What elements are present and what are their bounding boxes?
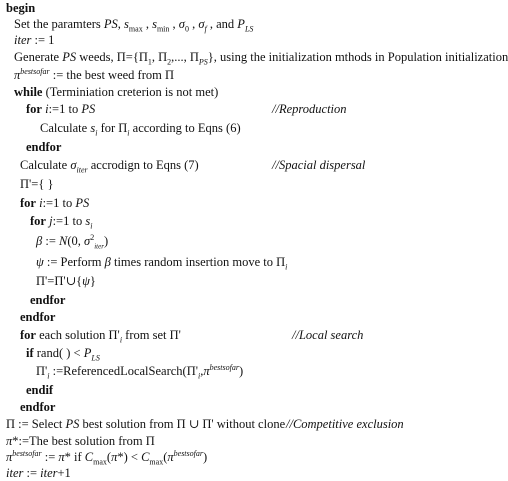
set-parameters-line: Set the paramters PS, $s_{max}$ , $s_{min}$ , $\sigma_0$ , $\sigma_f$ , and $P_{LS}$ [14,17,254,34]
beta-line: β := N(0, $\sigma^2_{iter}$) [36,232,109,251]
begin-keyword: begin [6,1,36,15]
pi-prime-init-line: Π'={ } [20,177,54,191]
endfor-2: endfor [30,293,66,307]
for-j-line: for j:=1 to $s_i$ [30,214,93,231]
select-best-line: Π := Select PS best solution from Π ∪ Π' without clone [6,417,286,431]
endfor-4: endfor [20,400,56,414]
endfor-3: endfor [20,310,56,324]
for-reproduction-line: for i:=1 to PS [26,102,96,116]
for-each-solution-line: for each solution $\Pi'_i$ from set Π' [20,328,181,345]
referenced-local-search-line: $\Pi'_i$ $:=ReferencedLocalSearch(\Pi'_i,\pi^{bestsofar})$ [36,362,244,381]
iter-increment-line: iter := iter+1 [6,466,71,480]
comment-spacial-dispersal: //Spacial dispersal [272,158,366,172]
pi-star-line: π*:=The best solution from Π [6,434,155,448]
comment-local-search: //Local search [292,328,364,342]
generate-weeds-line: Generate PS weeds, $\Pi=\{\Pi_1$, $\Pi_2$,..., $\Pi_{PS}$}, using the initialization mthods in Population initialization [14,50,508,67]
calculate-sigma-line: Calculate $\sigma_{iter}$ accrodign to Eqns (7) [20,158,199,175]
update-best-line: $\pi^{bestsofar}$ := π* if $C_{max}(\pi*) < C_{max}(\pi^{bestsofar})$ [6,448,208,467]
psi-line: ψ := Perform β times random insertion move to $\Pi_i$ [36,255,288,272]
for-i-line: for i:=1 to PS [20,196,90,210]
best-weed-line: $\pi^{bestsofar}$ := the best weed from Π [14,66,174,82]
comment-reproduction: //Reproduction [272,102,347,116]
endfor-1: endfor [26,140,62,154]
while-line: while (Terminiation creterion is not met) [14,85,219,99]
if-rand-line: if rand( ) < $P_{LS}$ [26,346,100,363]
calculate-si-line: Calculate $s_i$ for $\Pi_i$ according to Eqns (6) [40,121,241,138]
comment-competitive-exclusion: //Competitive exclusion [286,417,404,431]
pi-prime-union-line: Π'=Π'∪{ψ} [36,274,96,288]
endif: endif [26,383,54,397]
iter-init-line: iter := 1 [14,33,55,47]
